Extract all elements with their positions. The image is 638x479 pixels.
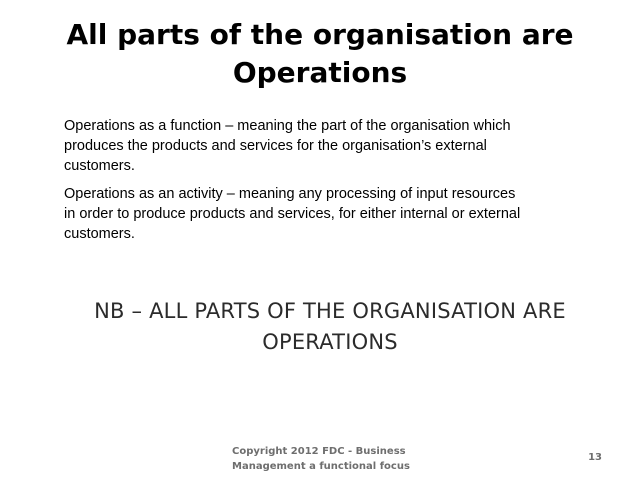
function-definition-line: produces the products and services for the organisation’s external xyxy=(64,138,487,154)
function-definition-line: customers. xyxy=(64,158,135,174)
nb-statement xyxy=(60,296,600,358)
function-definition-line: Operations as a function – meaning the part of the organisation which xyxy=(64,118,511,134)
activity-definition-line: customers. xyxy=(64,226,135,242)
activity-definition-line: in order to produce products and services, for either internal or external xyxy=(64,206,521,222)
copyright-footer-line: Copyright 2012 FDC - Business xyxy=(232,446,406,457)
nb-statement-line: NB – ALL PARTS OF THE ORGANISATION ARE xyxy=(94,299,566,323)
slide-title-line: All parts of the organisation are xyxy=(66,18,574,51)
function-definition-text xyxy=(64,116,584,176)
slide-title-line: Operations xyxy=(232,56,408,89)
copyright-footer xyxy=(232,444,432,474)
copyright-footer-line: Management a functional focus xyxy=(232,461,410,472)
activity-definition-line: Operations as an activity – meaning any processing of input resources xyxy=(64,186,516,202)
activity-definition-text xyxy=(64,184,594,244)
page-number: 13 xyxy=(588,452,602,463)
nb-statement-line: OPERATIONS xyxy=(262,330,398,354)
slide-title xyxy=(40,16,600,92)
